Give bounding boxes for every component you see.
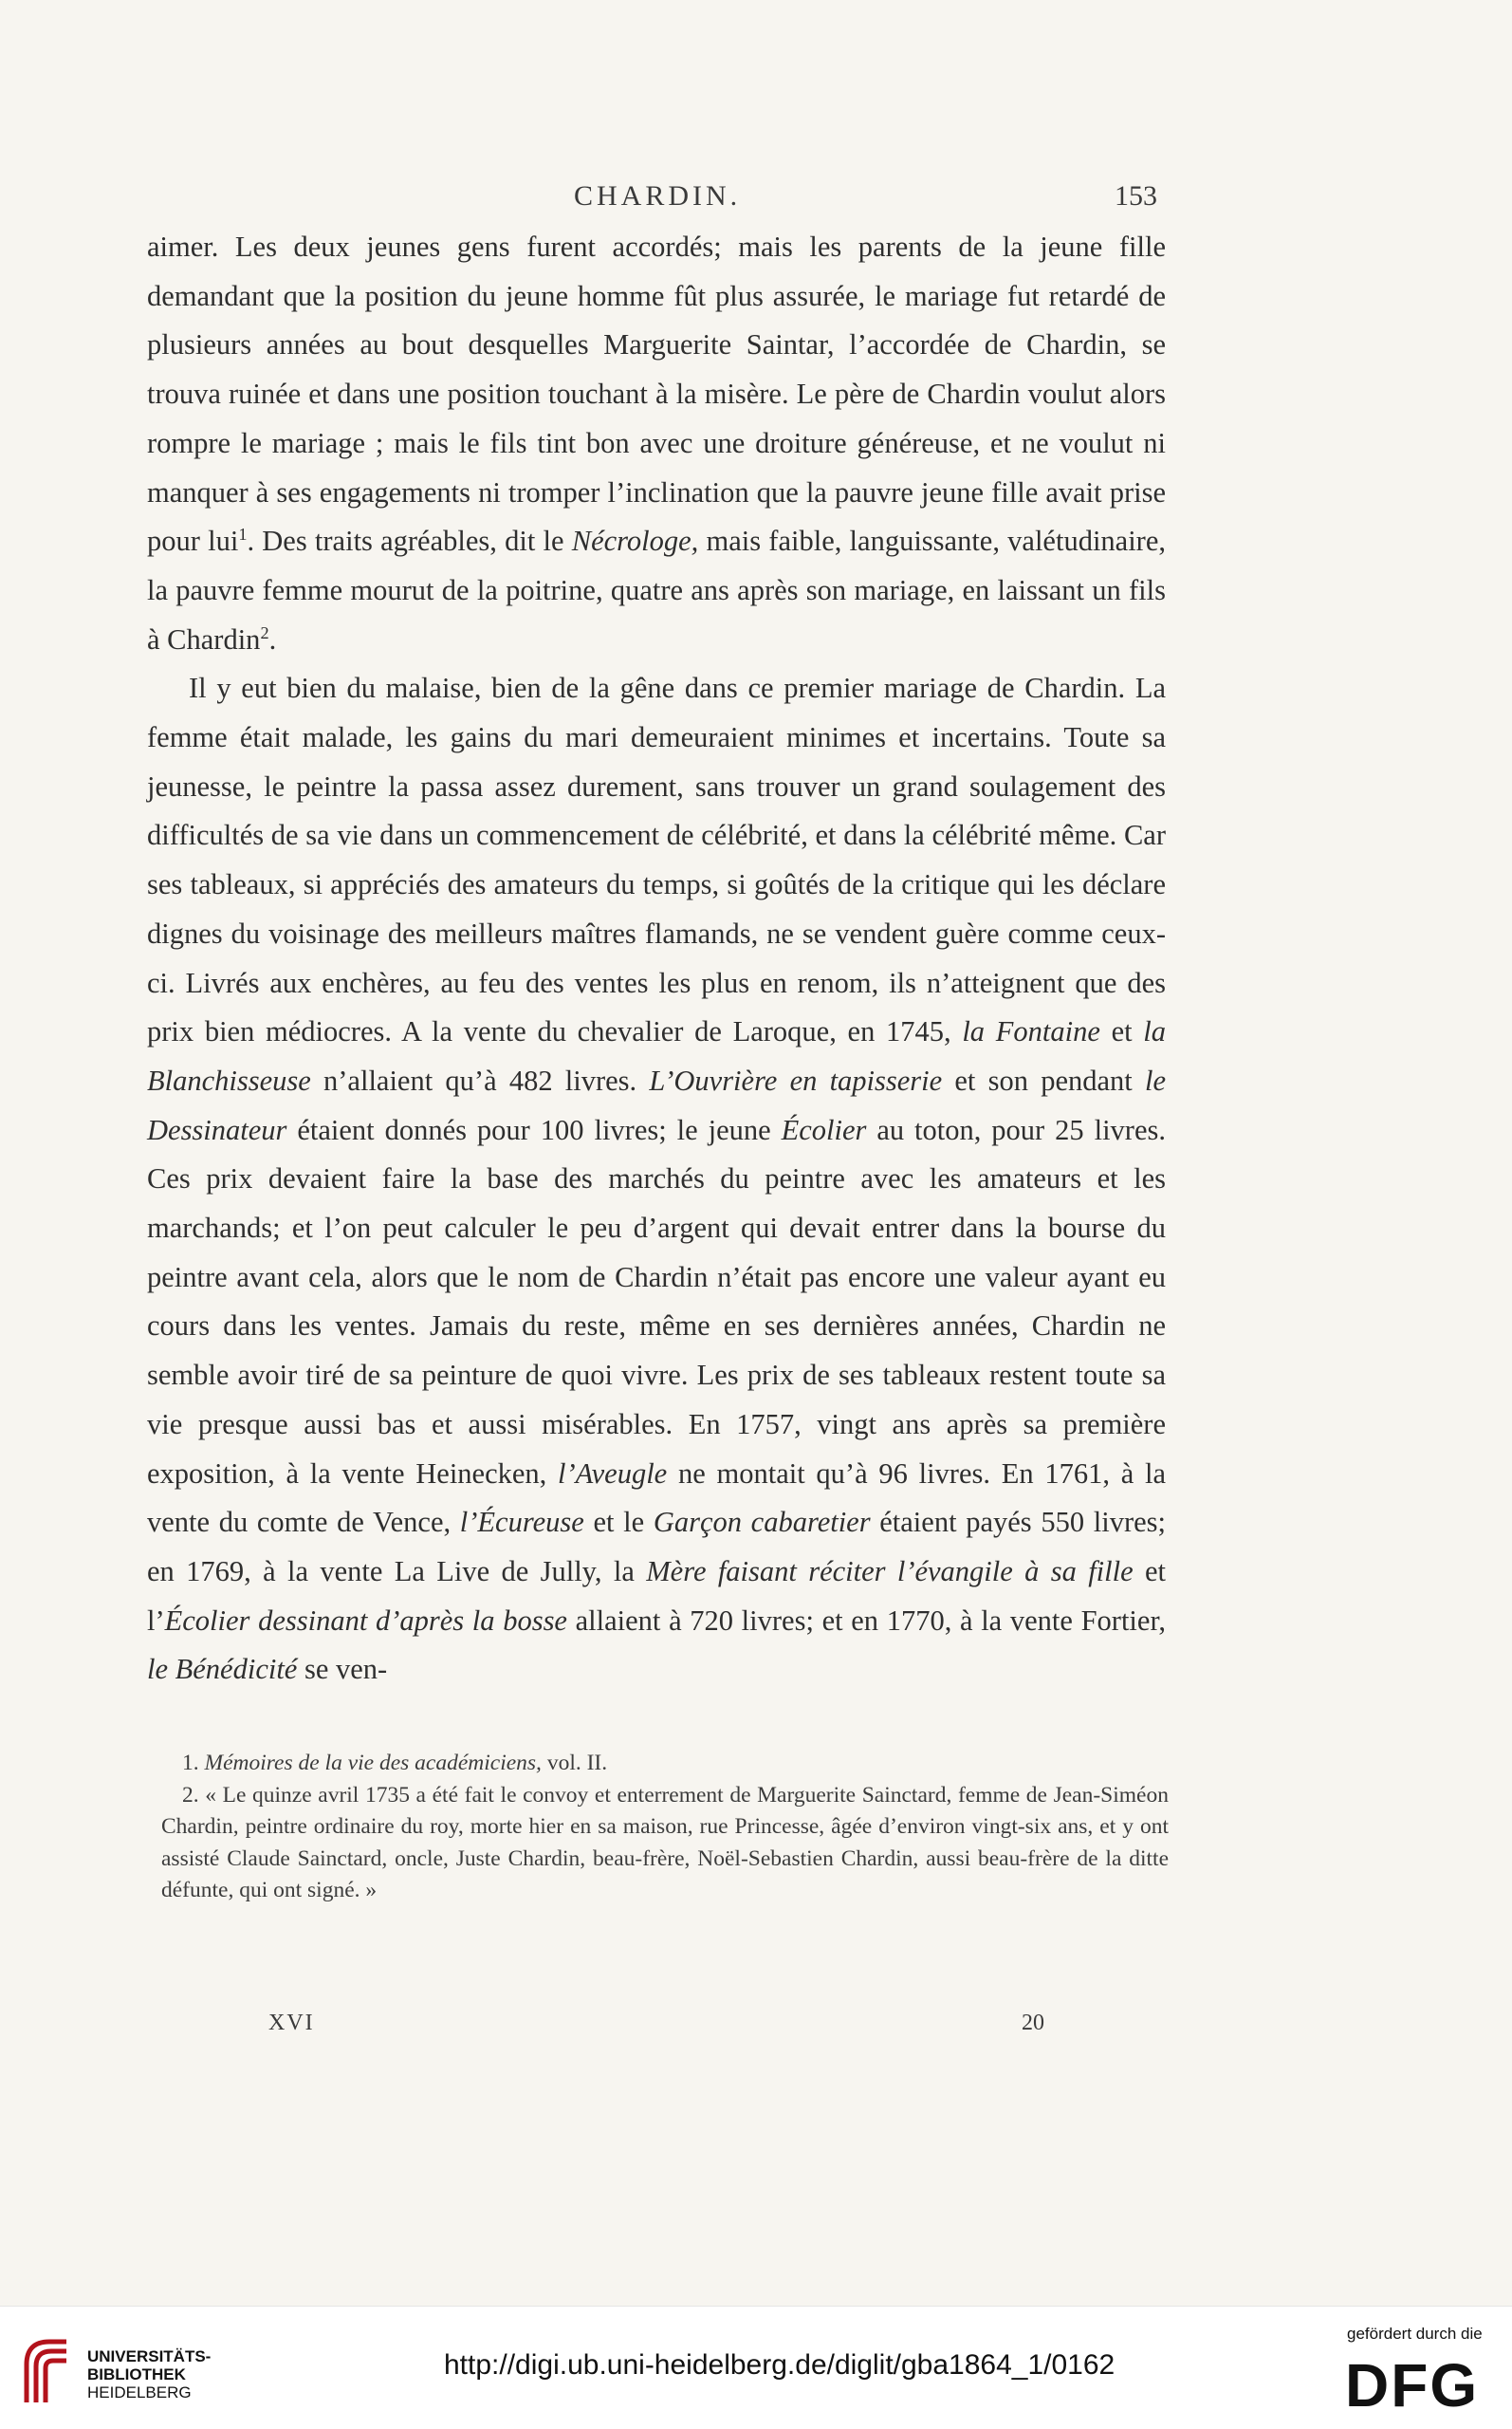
italic-title: la Fontaine [962,1015,1100,1048]
italic-title: l’Écureuse [459,1506,584,1539]
text-run: et [1099,1015,1144,1048]
text-run: et l’ [147,1554,1166,1637]
page-number: 153 [1115,180,1157,212]
footnotes [161,1748,1169,1907]
italic-title: L’Ouvrière en tapisserie [649,1064,943,1097]
footnote [161,1748,1169,1780]
italic-title: Garçon cabaretier [653,1506,871,1539]
italic-title: Nécrologe, [571,525,699,558]
text-run: et le [583,1506,654,1539]
text-run: allaient à 720 livres; et en 1770, à la vente Fortier, [566,1604,1166,1637]
sheet-number: 20 [1022,2011,1044,2035]
text-run: mais faible, languissante, valétudinaire, la pauvre femme mourut de la poitrine, quatre ans après son mariage, en laissant un fils à Chardin [147,525,1166,656]
signature-row [0,2011,1512,2043]
text-run: au toton, pour 25 livres. Ces prix devaient faire la base des marchés du peintre avec les amateurs et les marchands; et l’on peut calculer le peu d’argent qui devait entrer dans la bourse du peintre avant cela, alors que le nom de Chardin n’était pas encore une valeur ayant eu cours dans les ventes. Jamais du reste, même en ses dernières années, Chardin ne semble avoir tiré de sa peinture de quoi vivre. Les prix de ses tableaux restent toute sa vie presque aussi bas et aussi misérables. En 1757, vingt ans après sa première exposition, à la vente Heinecken, [147,1113,1166,1490]
text-run: vol. II. [541,1751,608,1775]
library-name-line: UNIVERSITÄTS- [87,2347,212,2365]
source-url-link[interactable]: http://digi.ub.uni-heidelberg.de/diglit/gba1864_1/0162 [444,2349,1116,2381]
text-run: 2. « Le quinze avril 1735 a été fait le convoy et enterrement de Marguerite Sainctard, femme de Jean-Siméon Chardin, peintre ordinaire du roy, morte hier en sa maison, rue Princesse, âgée d’environ vingt-six ans, et y ont assisté Claude Sainctard, oncle, Juste Chardin, beau-frère, Noël-Sebastien Chardin, aussi beau-frère de la ditte défunte, qui ont signé. » [161,1782,1169,1902]
text-run: étaient payés 550 livres; en 1769, à la vente La Live de Jully, la [147,1506,1166,1587]
dfg-logo: DFG [1345,2351,1480,2420]
library-name [87,2347,211,2401]
italic-title: la Blanchisseuse [147,1015,1167,1097]
text-run: 1. [182,1751,205,1775]
text-run: . Des traits agréables, dit le [247,525,572,558]
footnote-reference: 2 [260,622,269,642]
library-name-line: HEIDELBERG [87,2383,192,2401]
library-name-line: BIBLIOTHEK [87,2365,186,2383]
text-run: n’allaient qu’à 482 livres. [310,1064,650,1097]
italic-title: le Bénédicité [147,1653,298,1686]
signature-mark: XVI [268,2011,315,2035]
text-run: se ven- [297,1653,388,1686]
university-library-logo-icon [21,2336,72,2406]
italic-title: Écolier [781,1113,867,1146]
funded-by-label: gefördert durch die [1347,2325,1483,2343]
body-text [147,223,1166,1695]
text-run: . [268,622,277,656]
italic-title: l’Aveugle [558,1456,668,1490]
footnote [161,1780,1169,1907]
text-run: aimer. Les deux jeunes gens furent accordés; mais les parents de la jeune fille demandant que la position du jeune homme fût plus assurée, le mariage fut retardé de plusieurs années au bout desquelles Marguerite Saintar, l’accordée de Chardin, se trouva ruinée et dans une position touchant à la misère. Le père de Chardin voulut alors rompre le mariage ; mais le fils tint bon avec une droiture généreuse, et ne voulut ni manquer à ses engagements ni tromper l’inclination que la pauvre jeune fille avait prise pour lui [147,231,1166,558]
page-header [0,180,1512,218]
body-paragraph [147,223,1166,664]
text-run: Il y eut bien du malaise, bien de la gêne dans ce premier mariage de Chardin. La femme était malade, les gains du mari demeuraient minimes et incertains. Toute sa jeunesse, le peintre la passa assez durement, sans trouver un grand soulagement des difficultés de sa vie dans un commencement de célébrité, et dans la célébrité même. Car ses tableaux, si appréciés des amateurs du temps, si goûtés de la critique qui les déclare dignes du voisinage des meilleurs maîtres flamands, ne se vendent guère comme ceux-ci. Livrés aux enchères, au feu des ventes les plus en renom, ils n’atteignent que des prix bien médiocres. A la vente du chevalier de Laroque, en 1745, [147,672,1166,1048]
italic-title: Mère faisant réciter l’évangile à sa fille [646,1554,1134,1587]
italic-title: Écolier dessinant d’après la bosse [164,1604,567,1637]
italic-title: le Dessinateur [147,1064,1166,1146]
running-head: CHARDIN. [574,180,742,212]
text-run: étaient donnés pour 100 livres; le jeune [286,1113,782,1146]
footnote-reference: 1 [238,525,248,545]
italic-title: Mémoires de la vie des académiciens, [204,1751,542,1775]
body-paragraph [147,664,1166,1695]
text-run: et son pendant [942,1064,1145,1097]
text-run: ne montait qu’à 96 livres. En 1761, à la vente du comte de Vence, [147,1456,1167,1539]
